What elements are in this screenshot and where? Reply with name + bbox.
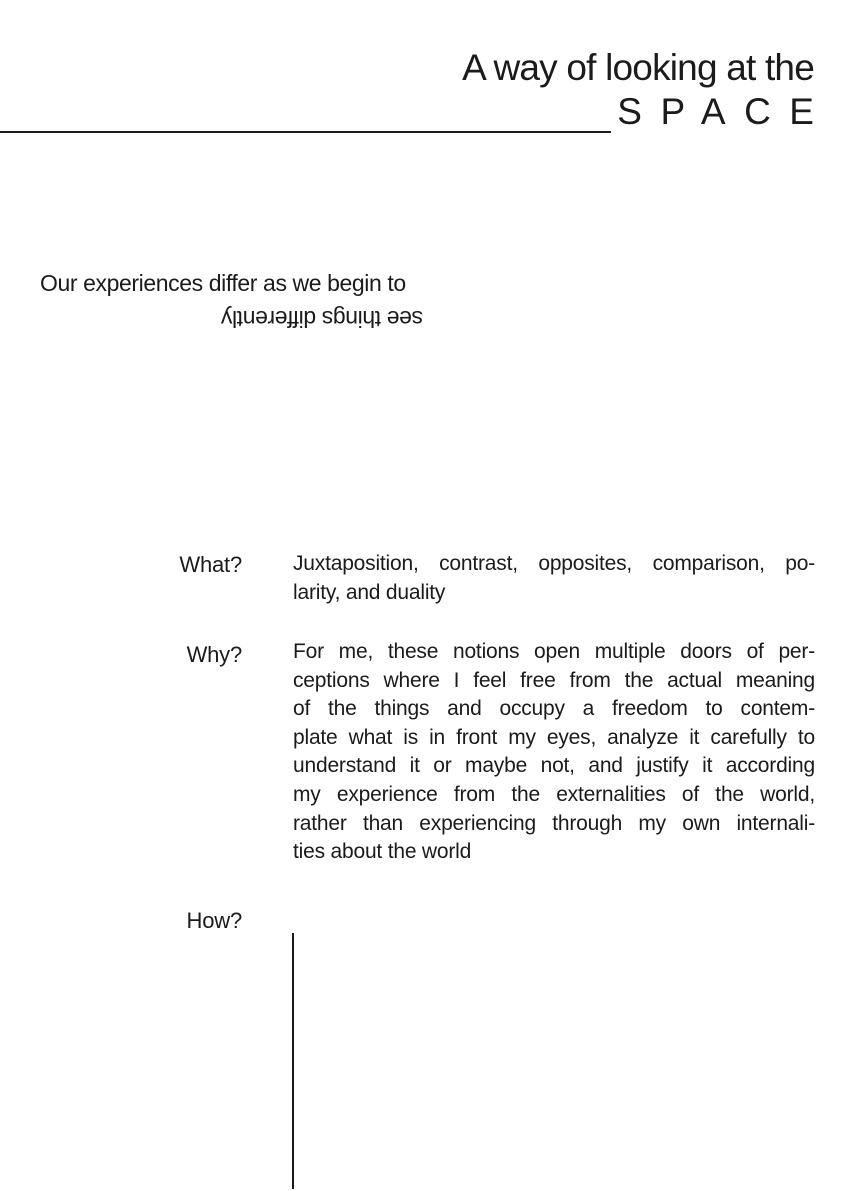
section-label-why: Why? (186, 642, 242, 667)
body-line: plate what is in front my eyes, analyze it carefully to (293, 725, 815, 749)
intro-text (40, 266, 423, 336)
body-line: larity, and duality (293, 580, 446, 604)
title-line-2-space: SPACE (617, 91, 833, 132)
body-line: of the things and occupy a freedom to contem- (293, 697, 815, 721)
page-title (462, 46, 833, 134)
body-line: my experience from the externalities of the world, (293, 782, 815, 806)
body-line: understand it or maybe not, and justify it according (293, 754, 815, 778)
how-vertical-rule (292, 933, 294, 1189)
section-body-what (293, 550, 815, 607)
section-label-what: What? (179, 552, 242, 577)
intro-line-2-flipped: see things differently (221, 306, 423, 332)
body-line: rather than experiencing through my own internali- (293, 811, 815, 835)
title-line-1: A way of looking at the (462, 47, 814, 88)
section-label-how: How? (186, 908, 242, 933)
header-rule (0, 131, 611, 133)
intro-line-1: Our experiences differ as we begin to (40, 270, 406, 296)
body-line: For me, these notions open multiple doors of per- (293, 640, 815, 663)
body-line: ceptions where I feel free from the actual meaning (293, 668, 815, 692)
body-line: Juxtaposition, contrast, opposites, comparison, po- (293, 552, 815, 575)
section-body-why (293, 638, 815, 867)
body-line: ties about the world (293, 840, 472, 864)
